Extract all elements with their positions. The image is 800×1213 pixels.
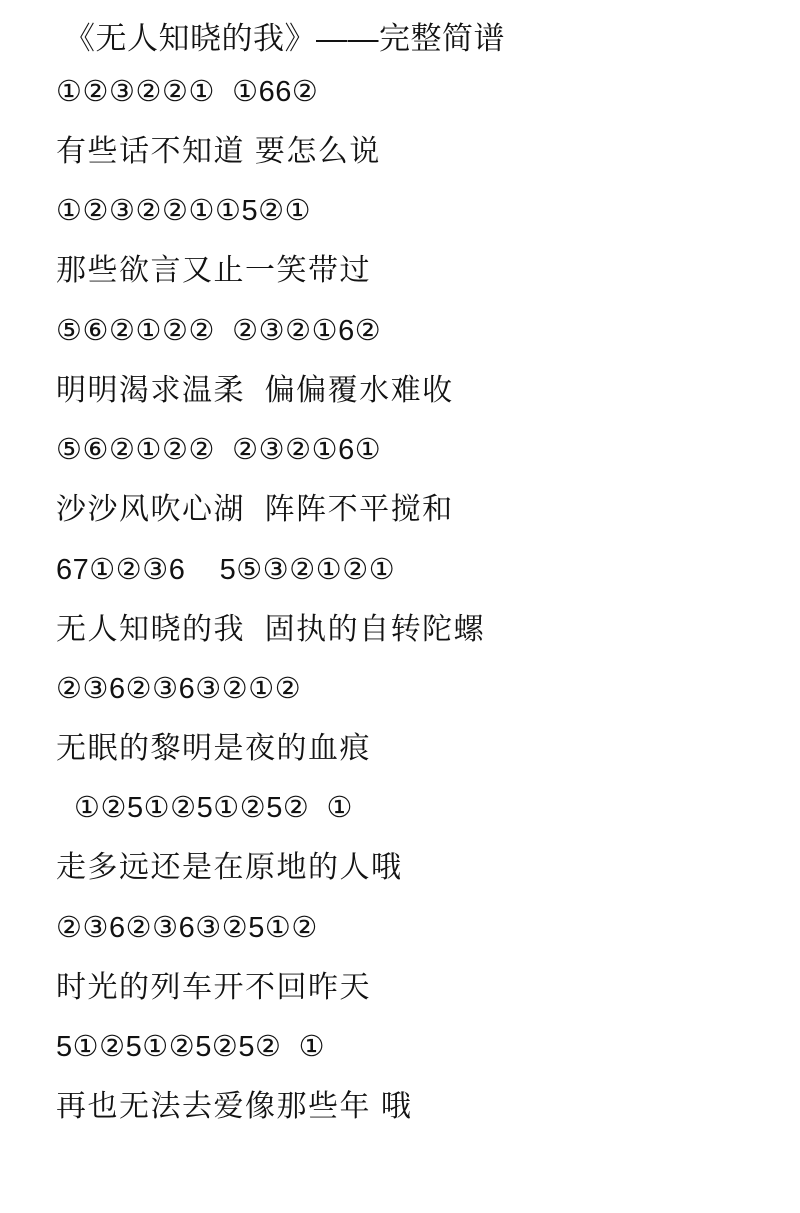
notation-line: ②③6②③6③②5①② xyxy=(56,911,318,944)
notation-line: ①②③②②①①5②① xyxy=(56,195,312,228)
notation-line: ②③6②③6③②①② xyxy=(56,673,302,706)
notation-line: ⑤⑥②①②② ②③②①6① xyxy=(56,434,382,467)
notation-line: ①②5①②5①②5② ① xyxy=(74,792,353,825)
lyric-line: 沙沙风吹心湖 阵阵不平搅和 xyxy=(56,493,454,527)
lyric-line: 走多远还是在原地的人哦 xyxy=(56,851,403,885)
lyric-line: 时光的列车开不回昨天 xyxy=(56,970,371,1004)
lyric-line: 无眠的黎明是夜的血痕 xyxy=(56,731,371,765)
notation-line: 5①②5①②5②5② ① xyxy=(56,1031,326,1064)
lines-container xyxy=(56,70,760,1131)
lyric-line: 再也无法去爱像那些年 哦 xyxy=(56,1090,413,1124)
lyric-line: 无人知晓的我 固执的自转陀螺 xyxy=(56,612,486,646)
notation-line: ①②③②②① ①66② xyxy=(56,75,319,108)
page-title: 《无人知晓的我》——完整简谱 xyxy=(64,21,505,56)
notation-line: ⑤⑥②①②② ②③②①6② xyxy=(56,314,382,347)
lyric-line: 那些欲言又止一笑带过 xyxy=(56,254,371,288)
notation-line: 67①②③6 5⑤③②①②① xyxy=(56,553,396,586)
lyric-line: 有些话不知道 要怎么说 xyxy=(56,134,381,168)
lyric-line: 明明渴求温柔 偏偏覆水难收 xyxy=(56,373,454,407)
